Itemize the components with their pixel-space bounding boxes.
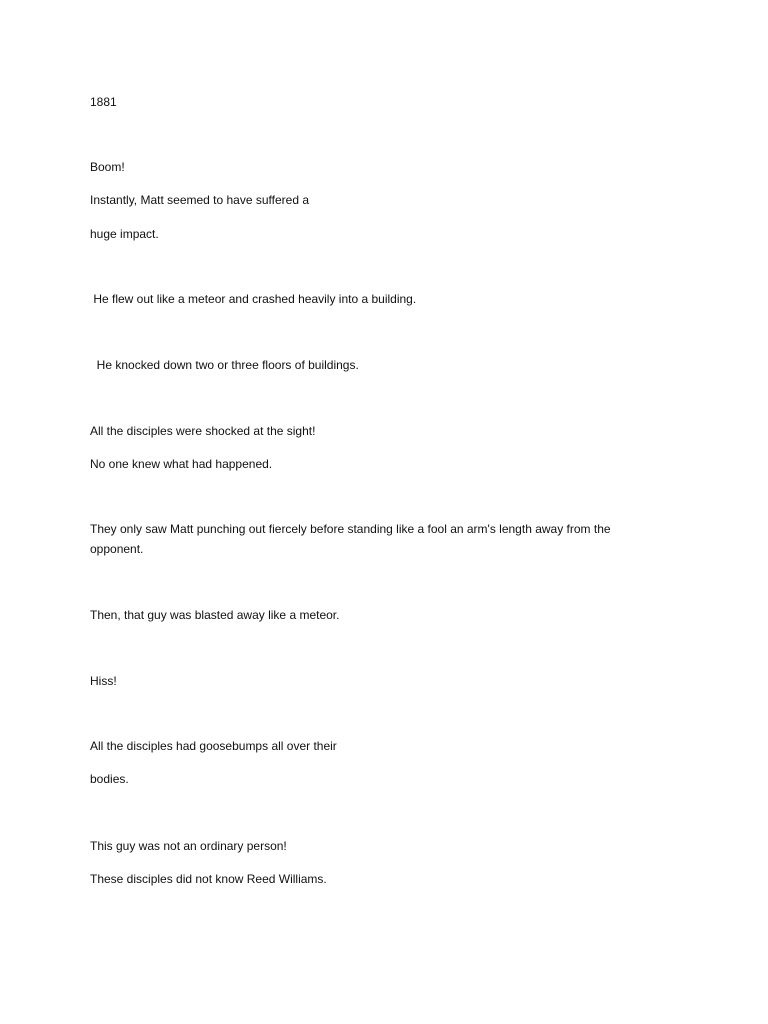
paragraph-line: They only saw Matt punching out fiercely before standing like a fool an arm's length away from the opponent. <box>90 522 611 556</box>
paragraph-line: He flew out like a meteor and crashed heavily into a building. <box>90 292 417 306</box>
paragraph-line: huge impact. <box>90 227 159 241</box>
paragraph-line: These disciples did not know Reed Williams. <box>90 872 327 886</box>
paragraph-line: Then, that guy was blasted away like a meteor. <box>90 608 340 622</box>
paragraph-line: Boom! <box>90 160 125 174</box>
chapter-number: 1881 <box>90 95 117 109</box>
paragraph-line: bodies. <box>90 772 129 786</box>
paragraph-line: Hiss! <box>90 674 117 688</box>
paragraph-line: He knocked down two or three floors of buildings. <box>90 358 359 372</box>
paragraph-line: This guy was not an ordinary person! <box>90 839 287 853</box>
paragraph-line: No one knew what had happened. <box>90 457 273 471</box>
paragraph-line: All the disciples were shocked at the sight! <box>90 424 316 438</box>
paragraph-line: All the disciples had goosebumps all over their <box>90 739 337 753</box>
paragraph-line: Instantly, Matt seemed to have suffered a <box>90 193 310 207</box>
